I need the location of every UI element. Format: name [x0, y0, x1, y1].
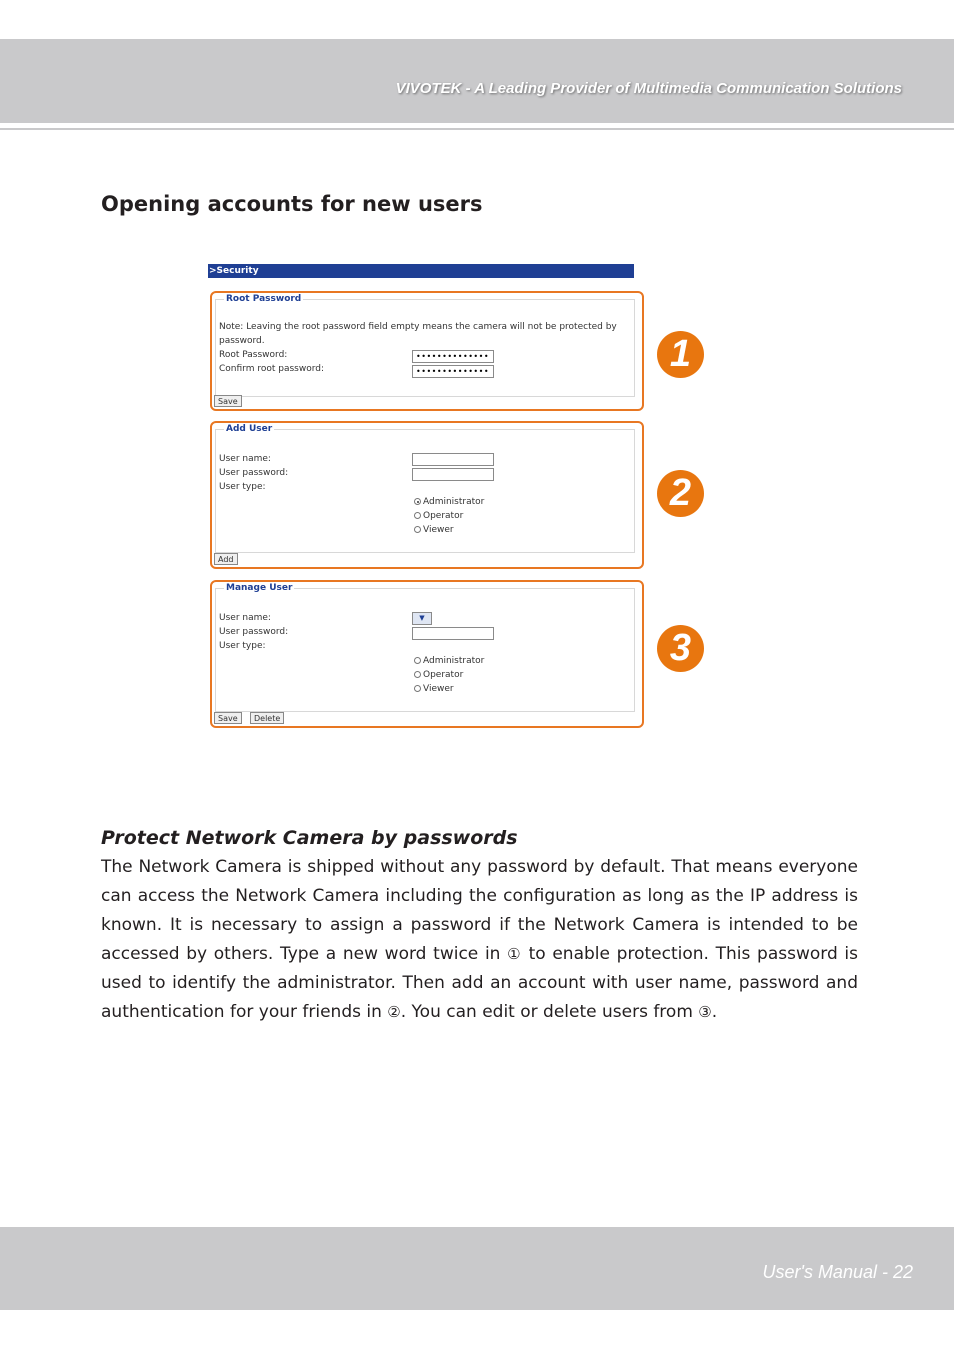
add-user-type-label: User type:	[219, 482, 266, 492]
manage-save-button[interactable]: Save	[214, 712, 242, 724]
radio-viewer-label: Viewer	[423, 684, 454, 694]
page-number-label: User's Manual - 22	[762, 1262, 913, 1282]
confirm-password-label: Confirm root password:	[219, 364, 324, 374]
header-tagline: VIVOTEK - A Leading Provider of Multimedia Communication Solutions	[395, 80, 902, 97]
root-password-note-cont: password.	[219, 336, 265, 346]
reference-marker-2: ②	[387, 1003, 401, 1021]
add-user-panel	[210, 421, 644, 569]
manage-user-type-label: User type:	[219, 641, 266, 651]
section-title: Opening accounts for new users	[101, 192, 483, 216]
body-text-part-1: The Network Camera is shipped without any password by default. That means everyone can access the Network Camera including the configuration as long as the IP address is known. It is necessary to assign a password if the Network Camera is intended to be accessed by others. Type a new word twice in	[101, 857, 858, 964]
body-text-part-2: to enable protection. This password is used to identify the administrator. Then add an account with user name, password and authentication for your friends in	[101, 944, 859, 1022]
subsection-title: Protect Network Camera by passwords	[101, 827, 518, 849]
chevron-down-icon: ▼	[419, 614, 425, 622]
security-title-bar	[208, 264, 634, 278]
radio-icon	[414, 685, 421, 692]
radio-icon	[414, 671, 421, 678]
root-save-button[interactable]: Save	[214, 395, 242, 407]
callout-badge-1: 1	[657, 331, 704, 378]
radio-administrator[interactable]	[414, 497, 484, 507]
security-title: >Security	[209, 266, 259, 276]
add-user-name-label: User name:	[219, 454, 271, 464]
manage-user-name-select[interactable]	[412, 612, 432, 625]
radio-viewer-label: Viewer	[423, 525, 454, 535]
radio-operator-label: Operator	[423, 670, 464, 680]
reference-marker-3: ③	[698, 1003, 712, 1021]
add-user-name-input[interactable]	[412, 453, 494, 466]
root-password-input[interactable]: ••••••••••••••	[412, 350, 494, 363]
callout-badge-2: 2	[657, 470, 704, 517]
root-password-fieldset	[215, 294, 635, 397]
security-settings-screenshot	[208, 264, 648, 734]
body-text-part-4: .	[711, 1002, 718, 1022]
radio-icon	[414, 512, 421, 519]
radio-operator[interactable]	[414, 511, 463, 521]
manage-user-name-label: User name:	[219, 613, 271, 623]
radio-administrator[interactable]	[414, 656, 484, 666]
manage-user-fieldset	[215, 583, 635, 712]
radio-icon	[414, 526, 421, 533]
add-user-password-input[interactable]	[412, 468, 494, 481]
header-divider	[0, 128, 954, 130]
radio-administrator-label: Administrator	[423, 497, 485, 507]
confirm-password-input[interactable]: ••••••••••••••	[412, 365, 494, 378]
add-user-password-label: User password:	[219, 468, 289, 478]
manage-user-panel	[210, 580, 644, 728]
radio-operator-label: Operator	[423, 511, 464, 521]
body-text-part-3: . You can edit or delete users from	[400, 1002, 693, 1022]
manage-user-password-input[interactable]	[412, 627, 494, 640]
add-user-button[interactable]: Add	[214, 553, 238, 565]
radio-icon	[414, 657, 421, 664]
body-paragraph	[101, 853, 858, 1027]
root-password-legend: Root Password	[226, 294, 302, 304]
manage-user-password-label: User password:	[219, 627, 289, 637]
radio-operator[interactable]	[414, 670, 463, 680]
manage-user-legend: Manage User	[226, 583, 293, 593]
radio-selected-icon	[414, 498, 421, 505]
add-user-legend: Add User	[226, 424, 273, 434]
radio-administrator-label: Administrator	[423, 656, 485, 666]
root-password-note: Note: Leaving the root password field empty means the camera will not be protected by	[219, 322, 617, 332]
root-password-panel	[210, 291, 644, 411]
callout-badge-3: 3	[657, 625, 704, 672]
add-user-fieldset	[215, 424, 635, 553]
root-password-label: Root Password:	[219, 350, 288, 360]
reference-marker-1: ①	[507, 945, 522, 963]
radio-viewer[interactable]	[414, 525, 454, 535]
radio-viewer[interactable]	[414, 684, 454, 694]
delete-button[interactable]: Delete	[250, 712, 284, 724]
